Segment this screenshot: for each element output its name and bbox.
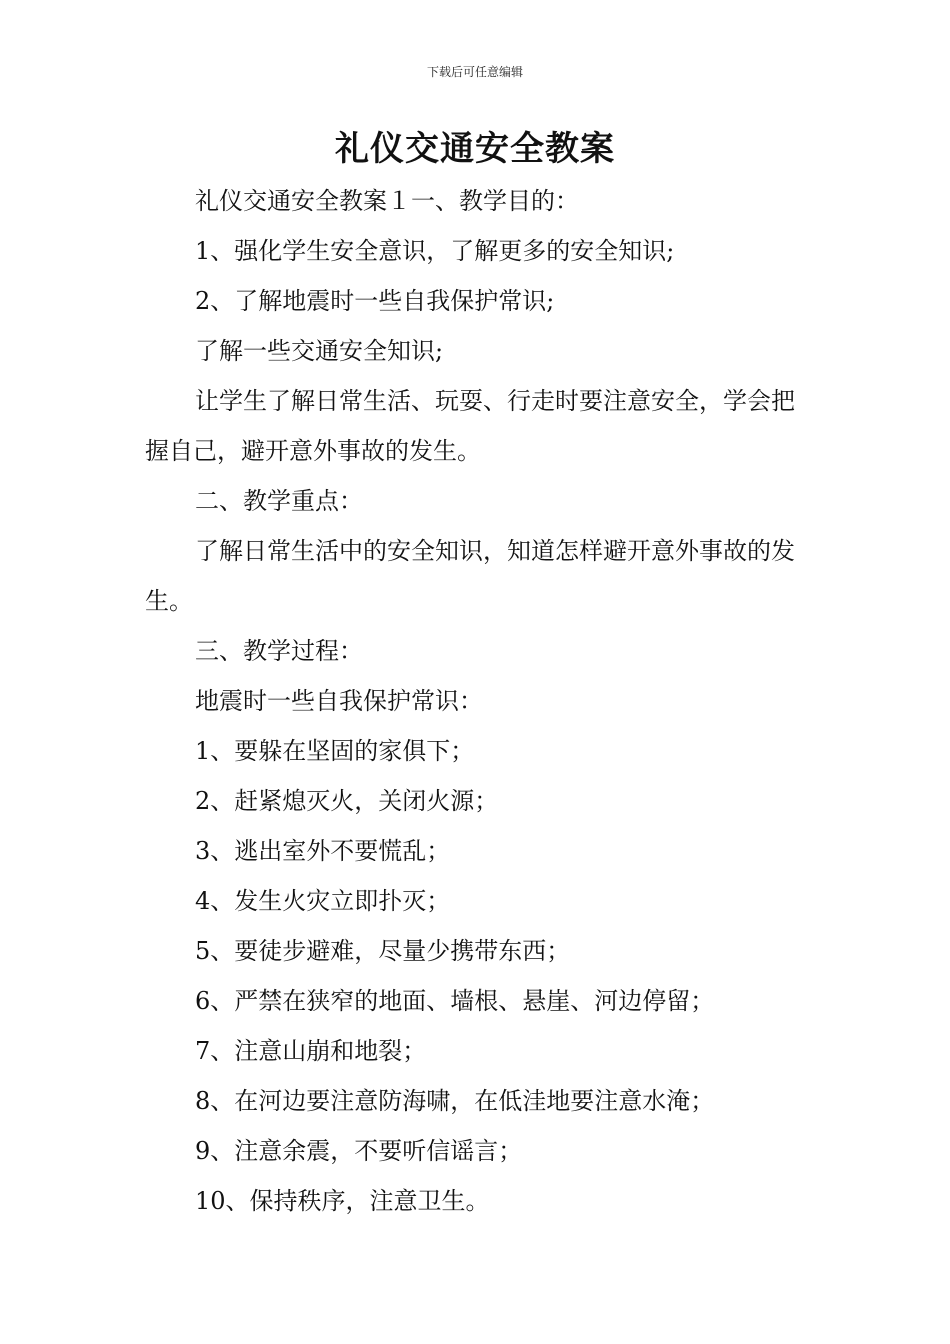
paragraph-6: 二、教学重点： bbox=[195, 487, 363, 515]
paragraph-13: 4、发生火灾立即扑灭； bbox=[195, 887, 451, 915]
paragraph-7: 了解日常生活中的安全知识，知道怎样避开意外事故的发生。 bbox=[145, 537, 795, 615]
paragraph-4: 了解一些交通安全知识; bbox=[195, 337, 444, 365]
paragraph-15: 6、严禁在狭窄的地面、墙根、悬崖、河边停留； bbox=[195, 987, 715, 1015]
paragraph-3: 2、了解地震时一些自我保护常识; bbox=[195, 287, 555, 315]
paragraph-17: 8、在河边要注意防海啸，在低洼地要注意水淹； bbox=[195, 1087, 715, 1115]
paragraph-2: 1、强化学生安全意识，了解更多的安全知识; bbox=[195, 237, 675, 265]
paragraph-11: 2、赶紧熄灭火，关闭火源； bbox=[195, 787, 499, 815]
paragraph-19: 10、保持秩序，注意卫生。 bbox=[195, 1187, 490, 1215]
paragraph-14: 5、要徒步避难，尽量少携带东西； bbox=[195, 937, 571, 965]
document-title: 礼仪交通安全教案 bbox=[335, 129, 615, 169]
paragraph-5: 让学生了解日常生活、玩耍、行走时要注意安全，学会把握自己，避开意外事故的发生。 bbox=[145, 387, 795, 465]
paragraph-1: 礼仪交通安全教案１一、教学目的： bbox=[195, 187, 579, 215]
paragraph-18: 9、注意余震，不要听信谣言； bbox=[195, 1137, 523, 1165]
paragraph-12: 3、逃出室外不要慌乱； bbox=[195, 837, 451, 865]
paragraph-10: 1、要躲在坚固的家俱下； bbox=[195, 737, 475, 765]
document-body bbox=[145, 176, 810, 1226]
page-header-note: 下载后可任意编辑 bbox=[426, 65, 523, 79]
paragraph-8: 三、教学过程： bbox=[195, 637, 363, 665]
paragraph-16: 7、注意山崩和地裂； bbox=[195, 1037, 427, 1065]
paragraph-9: 地震时一些自我保护常识： bbox=[195, 687, 483, 715]
